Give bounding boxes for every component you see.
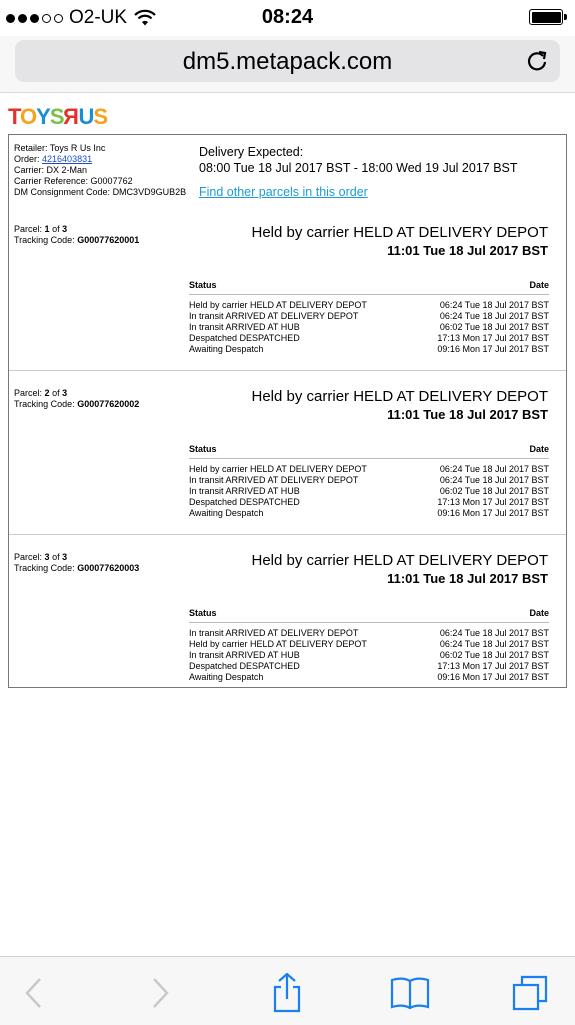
parcel-label: Parcel:: [14, 224, 43, 234]
table-header: [189, 280, 549, 295]
tracking-code: G00077620003: [77, 563, 140, 573]
reload-icon[interactable]: [526, 50, 548, 72]
table-row: [189, 486, 549, 497]
event-status: Despatched DESPATCHED: [189, 661, 300, 671]
parcel-total: 3: [62, 388, 68, 398]
carrier-name: O2-UK: [69, 7, 128, 28]
dm-code-label: DM Consignment Code:: [14, 187, 111, 197]
browser-toolbar: [0, 956, 575, 1025]
parcel-section: [9, 388, 566, 552]
carrier-label: Carrier:: [14, 165, 45, 175]
parcel-section: [9, 552, 566, 716]
tracking-label: Tracking Code:: [14, 399, 75, 409]
event-date: 09:16 Mon 17 Jul 2017 BST: [437, 508, 549, 518]
parcel-number: 1: [44, 224, 50, 234]
share-icon[interactable]: [267, 973, 307, 1013]
table-row: [189, 322, 549, 333]
event-status: In transit ARRIVED AT DELIVERY DEPOT: [189, 311, 359, 321]
status-header: Status: [189, 280, 217, 290]
order-link[interactable]: 4216403831: [42, 154, 93, 164]
carrier-ref-label: Carrier Reference:: [14, 176, 89, 186]
event-date: 09:16 Mon 17 Jul 2017 BST: [437, 672, 549, 682]
find-other-parcels-link[interactable]: Find other parcels in this order: [199, 185, 368, 199]
event-date: 06:24 Tue 18 Jul 2017 BST: [439, 464, 549, 474]
parcel-info: [14, 552, 139, 574]
parcel-info: [14, 224, 139, 246]
table-row: [189, 639, 549, 650]
table-row: [189, 475, 549, 486]
parcel-of: of: [52, 224, 60, 234]
event-date: 06:24 Tue 18 Jul 2017 BST: [439, 639, 549, 649]
tracking-history-table: [189, 444, 549, 519]
parcel-label: Parcel:: [14, 388, 43, 398]
parcel-number: 2: [44, 388, 50, 398]
event-status: Held by carrier HELD AT DELIVERY DEPOT: [189, 639, 367, 649]
table-row: [189, 344, 549, 355]
delivery-label: Delivery Expected:: [199, 145, 304, 159]
order-label: Order:: [14, 154, 40, 164]
event-status: In transit ARRIVED AT DELIVERY DEPOT: [189, 628, 359, 638]
tracking-label: Tracking Code:: [14, 563, 75, 573]
event-date: 06:02 Tue 18 Jul 2017 BST: [439, 486, 549, 496]
tabs-icon[interactable]: [512, 973, 552, 1013]
address-bar[interactable]: [15, 40, 560, 82]
parcel-status-headline: Held by carrier HELD AT DELIVERY DEPOT: [251, 552, 548, 569]
url-text[interactable]: dm5.metapack.com: [182, 48, 393, 75]
parcel-info: [14, 388, 139, 410]
event-status: In transit ARRIVED AT HUB: [189, 650, 300, 660]
delivery-expected: [199, 144, 518, 176]
event-date: 06:02 Tue 18 Jul 2017 BST: [439, 650, 549, 660]
event-date: 06:02 Tue 18 Jul 2017 BST: [439, 322, 549, 332]
parcel-status-time: 11:01 Tue 18 Jul 2017 BST: [387, 243, 548, 258]
table-row: [189, 650, 549, 661]
clock: 08:24: [261, 6, 314, 28]
parcel-number: 3: [44, 552, 50, 562]
retailer-label: Retailer:: [14, 143, 48, 153]
event-status: Held by carrier HELD AT DELIVERY DEPOT: [189, 464, 367, 474]
table-row: [189, 464, 549, 475]
event-status: Held by carrier HELD AT DELIVERY DEPOT: [189, 300, 367, 310]
parcel-status-headline: Held by carrier HELD AT DELIVERY DEPOT: [251, 224, 548, 241]
toysrus-logo: TOYSRUS: [8, 104, 108, 129]
tracking-code: G00077620002: [77, 399, 140, 409]
forward-icon[interactable]: [140, 973, 180, 1013]
event-date: 06:24 Tue 18 Jul 2017 BST: [439, 475, 549, 485]
event-date: 09:16 Mon 17 Jul 2017 BST: [437, 344, 549, 354]
divider: [9, 370, 566, 371]
parcel-of: of: [52, 388, 60, 398]
date-header: Date: [529, 444, 549, 454]
carrier-ref-value: G0007762: [90, 176, 133, 186]
consignment-details: [14, 143, 186, 198]
table-row: [189, 672, 549, 683]
event-status: Awaiting Despatch: [189, 344, 264, 354]
parcel-section: [9, 224, 566, 388]
table-row: [189, 311, 549, 322]
event-status: Awaiting Despatch: [189, 672, 264, 682]
tracking-code: G00077620001: [77, 235, 140, 245]
bookmarks-icon[interactable]: [390, 973, 430, 1013]
event-status: Despatched DESPATCHED: [189, 333, 300, 343]
status-header: Status: [189, 444, 217, 454]
parcel-status-time: 11:01 Tue 18 Jul 2017 BST: [387, 407, 548, 422]
parcel-of: of: [52, 552, 60, 562]
date-header: Date: [529, 608, 549, 618]
event-status: In transit ARRIVED AT DELIVERY DEPOT: [189, 475, 359, 485]
event-date: 17:13 Mon 17 Jul 2017 BST: [437, 497, 549, 507]
table-header: [189, 608, 549, 623]
tracking-history-table: [189, 280, 549, 355]
parcel-total: 3: [62, 552, 68, 562]
carrier-value: DX 2-Man: [46, 165, 88, 175]
table-row: [189, 508, 549, 519]
event-status: In transit ARRIVED AT HUB: [189, 322, 300, 332]
event-date: 06:24 Tue 18 Jul 2017 BST: [439, 628, 549, 638]
event-status: Despatched DESPATCHED: [189, 497, 300, 507]
event-date: 06:24 Tue 18 Jul 2017 BST: [439, 300, 549, 310]
tracking-label: Tracking Code:: [14, 235, 75, 245]
status-bar: [0, 0, 575, 36]
status-header: Status: [189, 608, 217, 618]
event-status: In transit ARRIVED AT HUB: [189, 486, 300, 496]
parcel-status-headline: Held by carrier HELD AT DELIVERY DEPOT: [251, 388, 548, 405]
table-row: [189, 497, 549, 508]
date-header: Date: [529, 280, 549, 290]
dm-code-value: DMC3VD9GUB2B: [112, 187, 187, 197]
tracking-panel: [8, 134, 567, 688]
retailer-value: Toys R Us Inc: [49, 143, 106, 153]
parcel-status-time: 11:01 Tue 18 Jul 2017 BST: [387, 571, 548, 586]
back-icon[interactable]: [14, 973, 54, 1013]
table-row: [189, 628, 549, 639]
table-row: [189, 661, 549, 672]
divider: [9, 534, 566, 535]
tracking-history-table: [189, 608, 549, 683]
event-status: Awaiting Despatch: [189, 508, 264, 518]
event-date: 17:13 Mon 17 Jul 2017 BST: [437, 333, 549, 343]
event-date: 17:13 Mon 17 Jul 2017 BST: [437, 661, 549, 671]
delivery-window: 08:00 Tue 18 Jul 2017 BST - 18:00 Wed 19 Jul 2017 BST: [199, 161, 518, 175]
parcel-total: 3: [62, 224, 68, 234]
table-row: [189, 333, 549, 344]
table-row: [189, 300, 549, 311]
table-header: [189, 444, 549, 459]
battery-icon: [529, 9, 563, 25]
browser-chrome: [0, 36, 575, 93]
event-date: 06:24 Tue 18 Jul 2017 BST: [439, 311, 549, 321]
parcel-label: Parcel:: [14, 552, 43, 562]
